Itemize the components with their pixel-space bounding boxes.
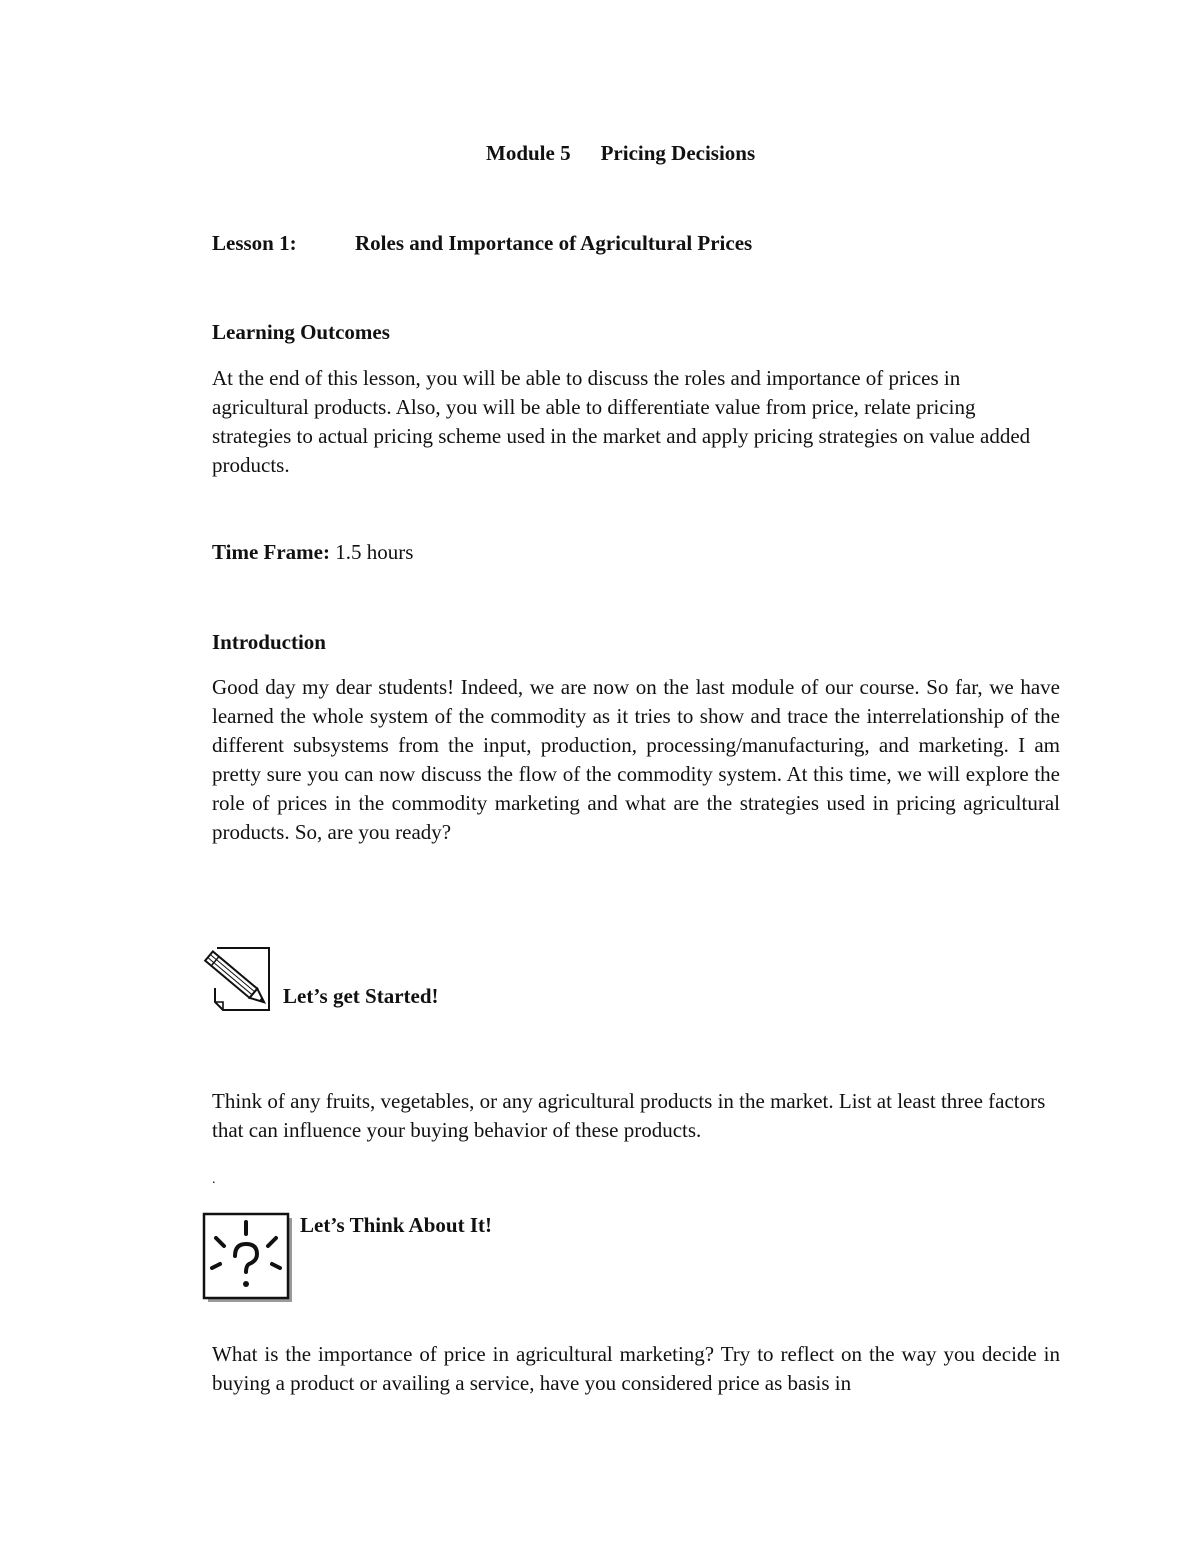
lesson-heading xyxy=(212,231,752,256)
introduction-text: Good day my dear students! Indeed, we are now on the last module of our course. So far, we have learned the whole system of the commodity as it tries to show and trace the interrelationship of the different subsystems from the input, production, processing/manufacturing, and marketing. I am pretty sure you can now discuss the flow of the commodity system. At this time, we will explore the role of prices in the commodity marketing and what are the strategies used in pricing agricultural products. So, are you ready? xyxy=(212,675,1060,844)
module-name: Pricing Decisions xyxy=(600,141,756,165)
time-frame xyxy=(212,540,413,565)
lesson-title: Roles and Importance of Agricultural Prices xyxy=(355,231,753,255)
lesson-number: Lesson 1: xyxy=(212,231,297,255)
pencil-paper-icon xyxy=(203,942,273,1014)
learning-outcomes-heading: Learning Outcomes xyxy=(212,320,390,344)
learning-outcomes-text: At the end of this lesson, you will be able to discuss the roles and importance of prices in agricultural products. Also, you will be able to differentiate value from price, relate pricing strategies to actual pricing scheme used in the market and apply pricing strategies on value added products. xyxy=(212,366,1031,477)
think-about-it-label: Let’s Think About It! xyxy=(300,1213,492,1237)
introduction-heading: Introduction xyxy=(212,630,326,654)
stray-mark: . xyxy=(212,1172,216,1187)
get-started-text: Think of any fruits, vegetables, or any agricultural products in the market. List at least three factors that can influence your buying behavior of these products. xyxy=(212,1089,1046,1142)
module-title xyxy=(486,141,755,166)
question-idea-icon xyxy=(202,1212,296,1306)
get-started-label: Let’s get Started! xyxy=(283,984,439,1008)
module-number: Module 5 xyxy=(486,141,571,165)
time-frame-value: 1.5 hours xyxy=(335,540,414,564)
think-about-it-text: What is the importance of price in agricultural marketing? Try to reflect on the way you decide in buying a product or availing a service, have you considered price as basis in xyxy=(212,1342,1060,1395)
time-frame-label: Time Frame: xyxy=(212,540,330,564)
